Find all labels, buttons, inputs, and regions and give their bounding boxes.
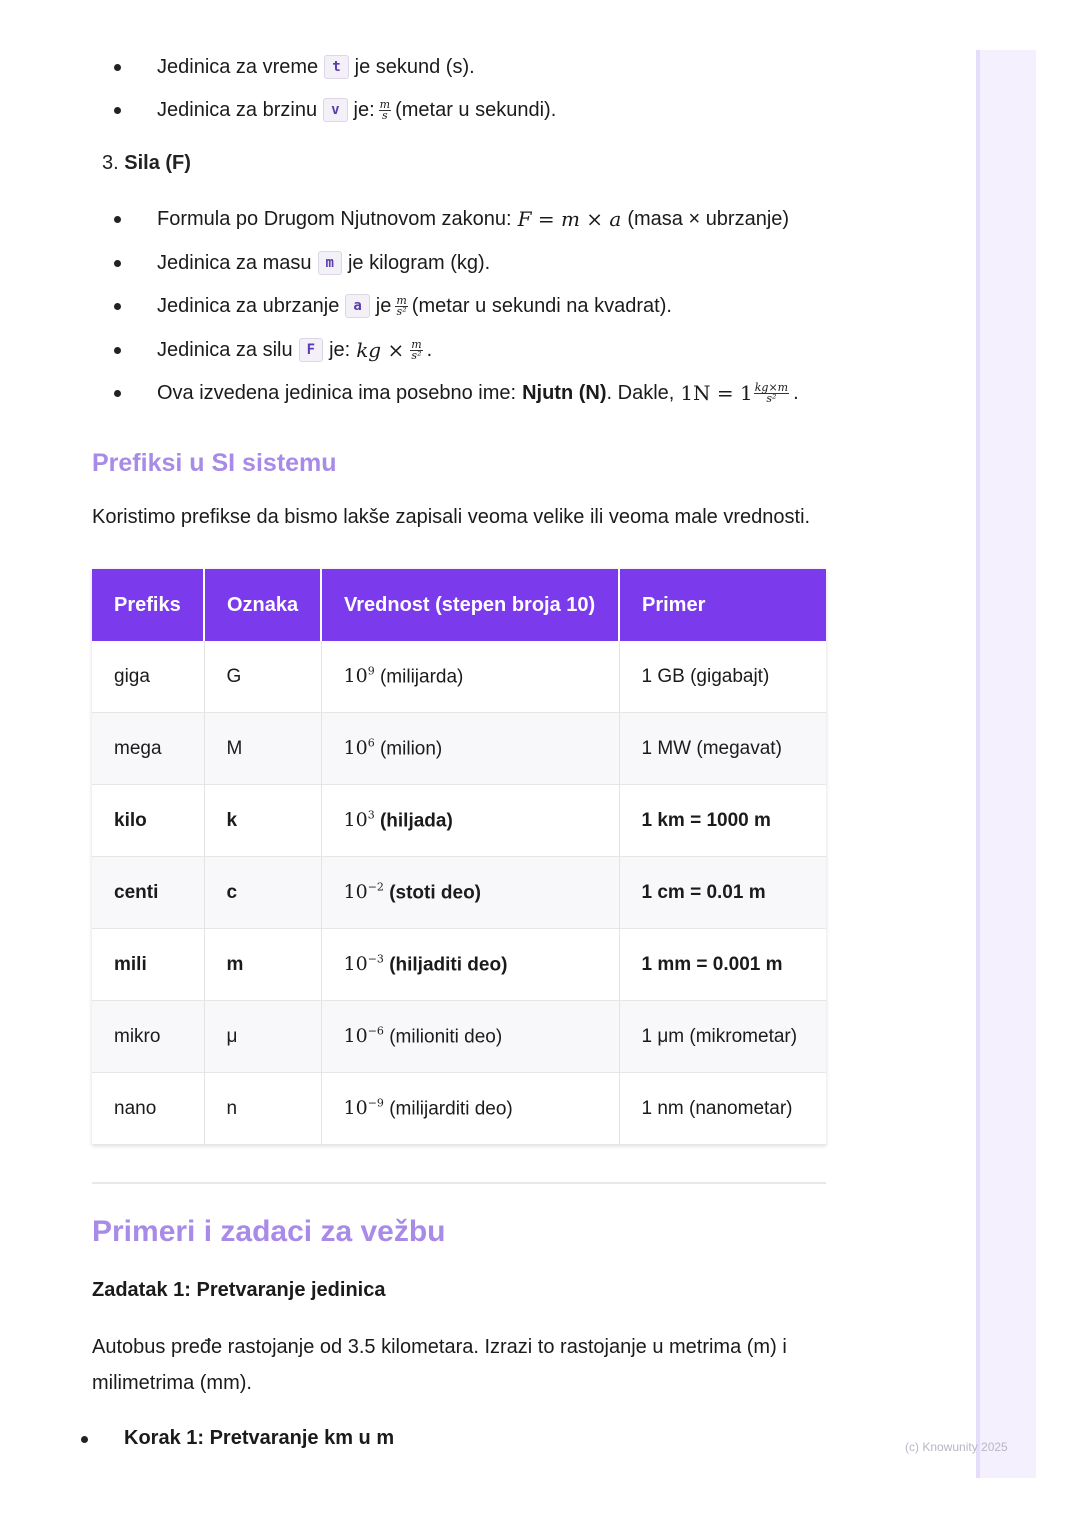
- table-row: [92, 785, 826, 857]
- footer-copyright: (c) Knowunity 2025: [905, 1440, 1008, 1454]
- fraction-denominator: s²: [396, 304, 407, 318]
- list-item: [135, 98, 556, 122]
- fraction: [395, 293, 407, 318]
- intro-paragraph: Koristimo prefikse da bismo lakše zapisali veoma velike ili veoma male vrednosti.: [92, 506, 811, 528]
- fraction: [379, 97, 391, 122]
- table-row: [92, 857, 826, 929]
- list-item: [135, 338, 432, 362]
- column-header: Vrednost (stepen broja 10): [321, 569, 619, 641]
- cell-example: 1 μm (mikrometar): [619, 1001, 826, 1073]
- column-header: Prefiks: [92, 569, 204, 641]
- list-item: [135, 294, 672, 318]
- bullet-text: (masa × ubrzanje): [627, 207, 790, 230]
- cell-value: $10^9$ (milijarda): [321, 641, 619, 713]
- fraction-denominator: s²: [411, 348, 422, 362]
- bullet-text: (metar u sekundi).: [395, 98, 557, 121]
- cell-value: $10^{-2}$ (stoti deo): [321, 857, 619, 929]
- bullet-text: Formula po Drugom Njutnovom zakonu:: [157, 207, 512, 230]
- power-of-ten: $10^{-9}$: [343, 1096, 384, 1120]
- si-prefix-table: [92, 569, 826, 1145]
- cell-example: 1 MW (megavat): [619, 713, 826, 785]
- cell-value: $10^6$ (milion): [321, 713, 619, 785]
- list-item: [135, 55, 475, 79]
- table-header-row: [92, 569, 826, 641]
- fraction-numerator: kg×m: [754, 380, 789, 394]
- cell-prefix: mili: [92, 929, 204, 1001]
- bullet-text: Jedinica za masu: [157, 251, 312, 274]
- cell-prefix: mikro: [92, 1001, 204, 1073]
- bullet-text: (metar u sekundi na kvadrat).: [411, 294, 672, 317]
- cell-example: 1 mm = 0.001 m: [619, 929, 826, 1001]
- bullet-text: .: [426, 338, 433, 361]
- bullet-bold-text: Njutn (N): [522, 381, 607, 404]
- cell-prefix: centi: [92, 857, 204, 929]
- table-row: [92, 641, 826, 713]
- bullet-text: je:: [329, 338, 351, 361]
- bullet-text: je:: [353, 98, 375, 121]
- cell-example: 1 GB (gigabajt): [619, 641, 826, 713]
- cell-prefix: mega: [92, 713, 204, 785]
- bullet-text: je sekund (s).: [354, 55, 475, 78]
- fraction-numerator: m: [396, 293, 407, 307]
- numbered-item: [102, 152, 191, 175]
- cell-value: $10^3$ (hiljada): [321, 785, 619, 857]
- bullet-text: Jedinica za ubrzanje: [157, 294, 340, 317]
- cell-symbol: k: [204, 785, 321, 857]
- cell-symbol: c: [204, 857, 321, 929]
- task-title: Zadatak 1: Pretvaranje jedinica: [92, 1279, 386, 1301]
- side-bar: [976, 50, 1036, 1478]
- inline-code: t: [324, 55, 348, 79]
- section-heading: Prefiksi u SI sistemu: [92, 449, 337, 477]
- list-item: [135, 381, 799, 405]
- bullet-text: Ova izvedena jedinica ima posebno ime:: [157, 381, 517, 404]
- cell-prefix: kilo: [92, 785, 204, 857]
- power-of-ten: $10^6$: [343, 736, 375, 760]
- cell-prefix: nano: [92, 1073, 204, 1145]
- bullet-text: je: [375, 294, 392, 317]
- cell-example: 1 nm (nanometar): [619, 1073, 826, 1145]
- task-text: Autobus pređe rastojanje od 3.5 kilometara. Izrazi to rastojanje u metrima (m) i: [92, 1336, 787, 1358]
- cell-symbol: n: [204, 1073, 321, 1145]
- fraction: [410, 337, 422, 362]
- cell-example: 1 cm = 0.01 m: [619, 857, 826, 929]
- task-text: milimetrima (mm).: [92, 1372, 252, 1394]
- inline-code: v: [323, 98, 347, 122]
- cell-example: 1 km = 1000 m: [619, 785, 826, 857]
- cell-value: $10^{-6}$ (milioniti deo): [321, 1001, 619, 1073]
- bullet-text: . Dakle,: [606, 381, 675, 404]
- math-formula: 1N = 1: [680, 381, 753, 405]
- column-header: Oznaka: [204, 569, 321, 641]
- table-row: [92, 929, 826, 1001]
- fraction-numerator: m: [379, 97, 391, 111]
- power-of-ten: $10^{-6}$: [343, 1024, 384, 1048]
- inline-code: m: [318, 251, 342, 275]
- table-row: [92, 1001, 826, 1073]
- bullet-text: Jedinica za silu: [157, 338, 293, 361]
- item-number: 3.: [102, 152, 119, 174]
- cell-symbol: M: [204, 713, 321, 785]
- step-label: Korak 1: Pretvaranje km u m: [124, 1427, 395, 1449]
- table-row: [92, 713, 826, 785]
- power-of-ten: $10^3$: [343, 808, 375, 832]
- cell-symbol: G: [204, 641, 321, 713]
- section-heading: Primeri i zadaci za vežbu: [92, 1215, 446, 1248]
- power-of-ten: $10^9$: [343, 664, 375, 688]
- list-item: [135, 251, 490, 275]
- cell-symbol: μ: [204, 1001, 321, 1073]
- fraction: [754, 380, 789, 405]
- cell-prefix: giga: [92, 641, 204, 713]
- math-formula: F = m × a: [517, 207, 622, 231]
- bullet-text: Jedinica za brzinu: [157, 98, 318, 121]
- power-of-ten: $10^{-2}$: [343, 880, 384, 904]
- list-item: [102, 1427, 394, 1450]
- column-header: Primer: [619, 569, 826, 641]
- cell-value: $10^{-3}$ (hiljaditi deo): [321, 929, 619, 1001]
- math-formula: kg ×: [356, 338, 405, 362]
- list-item: [135, 207, 789, 231]
- inline-code: F: [299, 338, 323, 362]
- cell-value: $10^{-9}$ (milijarditi deo): [321, 1073, 619, 1145]
- bullet-text: Jedinica za vreme: [157, 55, 319, 78]
- fraction-denominator: s²: [766, 391, 777, 405]
- cell-symbol: m: [204, 929, 321, 1001]
- section-divider: [92, 1182, 826, 1184]
- bullet-text: je kilogram (kg).: [347, 251, 491, 274]
- table-row: [92, 1073, 826, 1145]
- fraction-denominator: s: [382, 108, 388, 122]
- bullet-text: .: [793, 381, 799, 404]
- item-title: Sila (F): [124, 152, 191, 174]
- inline-code: a: [345, 294, 369, 318]
- power-of-ten: $10^{-3}$: [343, 952, 384, 976]
- fraction-numerator: m: [411, 337, 422, 351]
